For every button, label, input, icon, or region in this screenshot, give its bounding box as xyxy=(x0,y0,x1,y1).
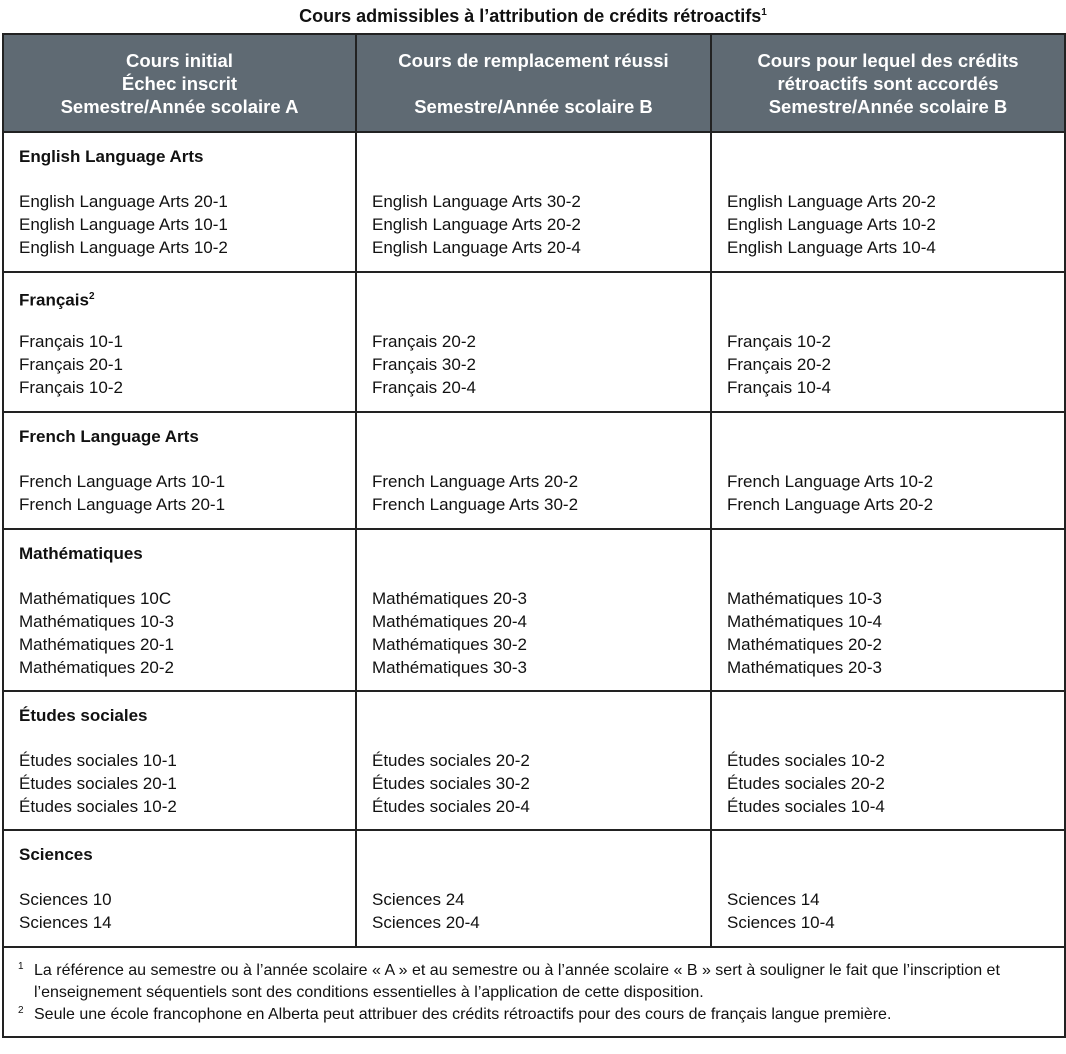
table-cell xyxy=(711,529,1065,691)
section-row xyxy=(3,132,1065,272)
course-item: French Language Arts 30-2 xyxy=(372,495,579,514)
footnote-ref: 2 xyxy=(88,291,95,302)
course-item: English Language Arts 30-2 xyxy=(372,192,581,211)
course-item: English Language Arts 10-1 xyxy=(19,215,228,234)
table-cell xyxy=(3,412,356,529)
course-item: Mathématiques 10-4 xyxy=(727,612,882,631)
course-list xyxy=(712,168,1064,259)
course-list xyxy=(357,448,710,516)
footnote-2 xyxy=(18,1004,1054,1026)
course-item: Français 20-1 xyxy=(19,355,123,374)
course-item: Français 10-4 xyxy=(727,378,831,397)
header-line: Semestre/Année scolaire A xyxy=(60,95,299,117)
header-line: Cours de remplacement réussi xyxy=(398,49,669,71)
course-item: Sciences 20-4 xyxy=(372,913,480,932)
course-list xyxy=(712,866,1064,934)
course-item: Mathématiques 20-3 xyxy=(372,589,527,608)
course-list xyxy=(357,308,710,399)
table-cell xyxy=(711,691,1065,830)
course-item: Études sociales 20-1 xyxy=(19,774,177,793)
footnote-1 xyxy=(18,960,1054,1004)
footnotes xyxy=(3,947,1065,1037)
section-heading-text: Mathématiques xyxy=(19,544,143,563)
section-heading xyxy=(4,133,355,168)
table-cell xyxy=(3,132,356,272)
course-item: Français 10-2 xyxy=(19,378,123,397)
course-item: Études sociales 20-2 xyxy=(727,774,885,793)
course-item: Sciences 24 xyxy=(372,890,465,909)
section-heading xyxy=(357,692,710,727)
header-line: Échec inscrit xyxy=(121,72,238,94)
course-list xyxy=(4,448,355,516)
footnote-text: La référence au semestre ou à l’année scolaire « A » et au semestre ou à l’année scolaire « B » sert à souligner le fait que l’inscription et l’enseignement séquentiels sont des conditions essentielles à l’application de cette disposition. xyxy=(34,962,1000,1001)
course-item: English Language Arts 20-2 xyxy=(372,215,581,234)
course-list xyxy=(357,727,710,818)
course-list xyxy=(357,168,710,259)
course-list xyxy=(4,565,355,679)
table-title xyxy=(0,6,1066,27)
footnotes-row xyxy=(3,947,1065,1037)
section-heading xyxy=(712,133,1064,168)
course-item: Français 30-2 xyxy=(372,355,476,374)
course-list xyxy=(712,565,1064,679)
table-cell xyxy=(356,272,711,412)
course-item: Études sociales 20-2 xyxy=(372,751,530,770)
course-list xyxy=(4,866,355,934)
footnote-text: Seule une école francophone en Alberta peut attribuer des crédits rétroactifs pour des cours de français langue première. xyxy=(34,1006,892,1023)
section-heading-text: Sciences xyxy=(19,845,93,864)
course-item: Sciences 10 xyxy=(19,890,112,909)
section-heading xyxy=(712,530,1064,565)
section-heading-text: Français xyxy=(19,290,89,310)
table-cell xyxy=(3,830,356,947)
section-heading-text: French Language Arts xyxy=(19,427,199,446)
course-item: French Language Arts 10-2 xyxy=(727,472,934,491)
section-heading xyxy=(4,530,355,565)
course-item: Mathématiques 10-3 xyxy=(727,589,882,608)
course-item: Mathématiques 30-3 xyxy=(372,658,527,677)
course-item: Mathématiques 10-3 xyxy=(19,612,174,631)
table-cell xyxy=(3,272,356,412)
course-list xyxy=(4,168,355,259)
course-item: English Language Arts 20-2 xyxy=(727,192,936,211)
title-text: Cours admissibles à l’attribution de crédits rétroactifs xyxy=(299,6,762,26)
course-item: English Language Arts 10-2 xyxy=(19,238,228,257)
table-cell xyxy=(356,132,711,272)
course-item: Études sociales 20-4 xyxy=(372,797,530,816)
course-item: Mathématiques 20-3 xyxy=(727,658,882,677)
course-item: English Language Arts 10-2 xyxy=(727,215,936,234)
course-item: Mathématiques 20-2 xyxy=(19,658,174,677)
footnote-number: 1 xyxy=(18,961,24,972)
course-item: Mathématiques 10C xyxy=(19,589,172,608)
course-item: Mathématiques 30-2 xyxy=(372,635,527,654)
section-row xyxy=(3,529,1065,691)
column-header-replacement-course xyxy=(356,34,711,132)
course-item: Études sociales 10-1 xyxy=(19,751,177,770)
course-item: English Language Arts 10-4 xyxy=(727,238,936,257)
section-heading xyxy=(357,413,710,448)
table-cell xyxy=(3,529,356,691)
section-heading xyxy=(4,413,355,448)
course-item: Français 10-2 xyxy=(727,332,831,351)
course-list xyxy=(4,727,355,818)
footnote-number: 2 xyxy=(18,1005,24,1016)
header-line: Cours initial xyxy=(126,49,233,71)
section-row xyxy=(3,830,1065,947)
section-row xyxy=(3,412,1065,529)
course-item: English Language Arts 20-4 xyxy=(372,238,581,257)
table-cell xyxy=(711,830,1065,947)
section-heading xyxy=(712,831,1064,866)
header-line: Cours pour lequel des crédits xyxy=(757,49,1019,71)
section-row xyxy=(3,272,1065,412)
course-item: French Language Arts 20-1 xyxy=(19,495,226,514)
course-item: English Language Arts 20-1 xyxy=(19,192,228,211)
course-item: Mathématiques 20-1 xyxy=(19,635,174,654)
table-cell xyxy=(356,830,711,947)
section-heading xyxy=(712,273,1064,308)
column-header-initial-course xyxy=(3,34,356,132)
table-cell xyxy=(356,412,711,529)
table-cell xyxy=(711,412,1065,529)
section-heading xyxy=(712,692,1064,727)
section-heading xyxy=(4,692,355,727)
course-item: Études sociales 10-2 xyxy=(727,751,885,770)
course-item: Français 20-2 xyxy=(372,332,476,351)
course-item: French Language Arts 20-2 xyxy=(372,472,579,491)
course-item: French Language Arts 20-2 xyxy=(727,495,934,514)
title-footnote-ref: 1 xyxy=(761,7,767,18)
course-item: Sciences 10-4 xyxy=(727,913,835,932)
section-row xyxy=(3,691,1065,830)
section-heading xyxy=(357,273,710,308)
course-item: French Language Arts 10-1 xyxy=(19,472,226,491)
table-cell xyxy=(356,529,711,691)
course-item: Études sociales 10-2 xyxy=(19,797,177,816)
course-list xyxy=(357,565,710,679)
retroactive-credits-table xyxy=(2,33,1066,1038)
table-cell xyxy=(3,691,356,830)
course-item: Mathématiques 20-4 xyxy=(372,612,527,631)
course-list xyxy=(712,727,1064,818)
course-item: Sciences 14 xyxy=(727,890,820,909)
course-list xyxy=(712,448,1064,516)
section-heading xyxy=(357,530,710,565)
course-item: Études sociales 10-4 xyxy=(727,797,885,816)
course-item: Français 10-1 xyxy=(19,332,123,351)
header-line: rétroactifs sont accordés xyxy=(777,72,999,94)
section-heading-text: Études sociales xyxy=(19,706,148,725)
course-item: Français 20-2 xyxy=(727,355,831,374)
section-heading xyxy=(712,413,1064,448)
course-item: Français 20-4 xyxy=(372,378,476,397)
course-item: Sciences 14 xyxy=(19,913,112,932)
section-heading-text: English Language Arts xyxy=(19,147,204,166)
table-cell xyxy=(711,272,1065,412)
table-cell xyxy=(711,132,1065,272)
course-list xyxy=(357,866,710,934)
course-item: Études sociales 30-2 xyxy=(372,774,530,793)
course-list xyxy=(4,308,355,399)
header-line: Semestre/Année scolaire B xyxy=(414,95,653,117)
course-item: Mathématiques 20-2 xyxy=(727,635,882,654)
section-heading xyxy=(357,831,710,866)
header-line: Semestre/Année scolaire B xyxy=(768,95,1008,117)
header-row xyxy=(3,34,1065,132)
course-list xyxy=(712,308,1064,399)
section-heading xyxy=(357,133,710,168)
table-cell xyxy=(356,691,711,830)
header-line xyxy=(357,72,710,95)
column-header-credited-course xyxy=(711,34,1065,132)
section-heading xyxy=(4,273,355,308)
section-heading xyxy=(4,831,355,866)
